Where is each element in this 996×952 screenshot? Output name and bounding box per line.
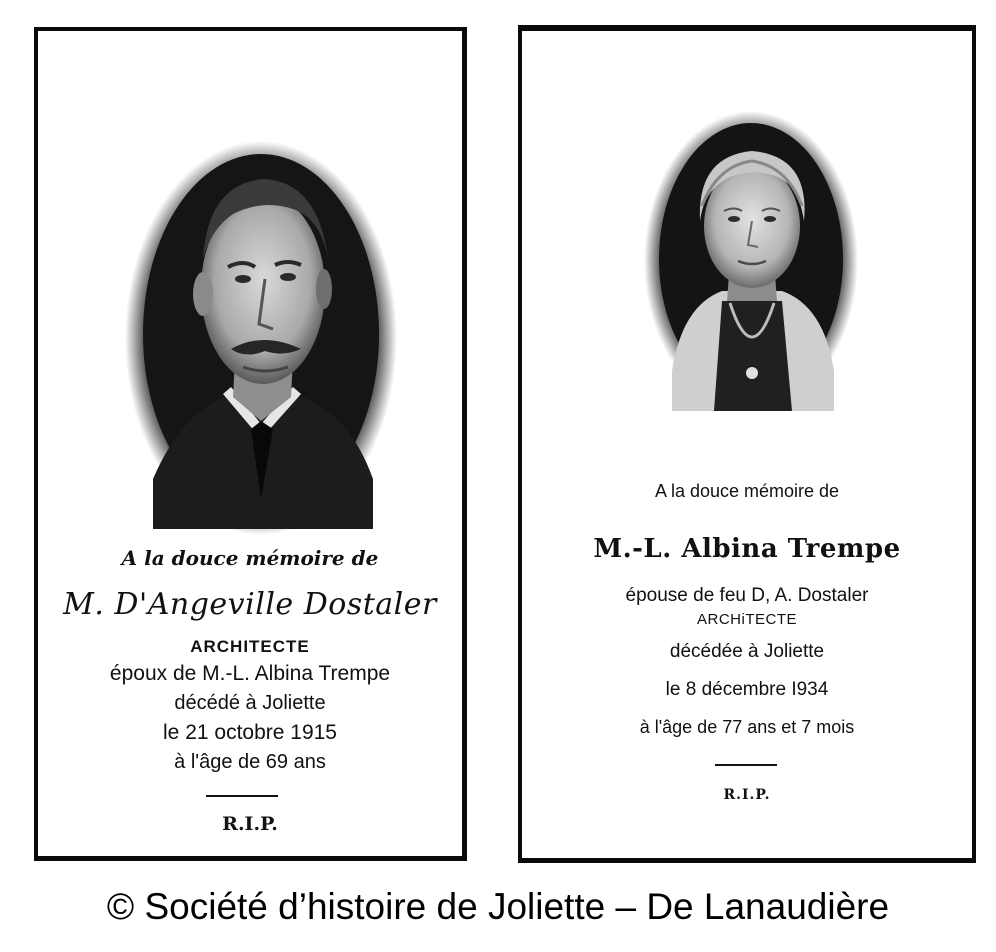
rip: R.I.P.	[222, 813, 278, 835]
portrait-woman	[642, 111, 860, 421]
deceased-name: M.-L. Albina Trempe	[593, 534, 901, 564]
card-intro: A la douce mémoire de	[121, 546, 379, 570]
spouse-line: époux de M.-L. Albina Trempe	[109, 662, 391, 685]
death-date: le 21 octobre 1915	[163, 721, 337, 744]
rip: R.I.P.	[723, 787, 771, 803]
memorial-card-left	[34, 27, 467, 861]
deceased-name: M. D'Angeville Dostaler	[63, 587, 437, 622]
copyright-caption: © Société d’histoire de Joliette – De Lanaudière	[106, 886, 890, 927]
card-intro: A la douce mémoire de	[654, 481, 840, 501]
death-place: décédée à Joliette	[669, 641, 825, 662]
divider	[715, 764, 777, 766]
age-at-death: à l'âge de 77 ans et 7 mois	[639, 717, 855, 737]
memorial-card-right	[518, 25, 976, 863]
age-at-death: à l'âge de 69 ans	[174, 751, 326, 773]
spouse-line: épouse de feu D, A. Dostaler	[625, 585, 869, 606]
profession: ARCHITECTE	[190, 637, 310, 656]
death-place: décédé à Joliette	[174, 692, 326, 714]
death-date: le 8 décembre I934	[665, 679, 829, 700]
portrait-man	[123, 139, 399, 537]
profession: ARCHiTECTE	[696, 611, 797, 628]
divider	[206, 795, 278, 797]
